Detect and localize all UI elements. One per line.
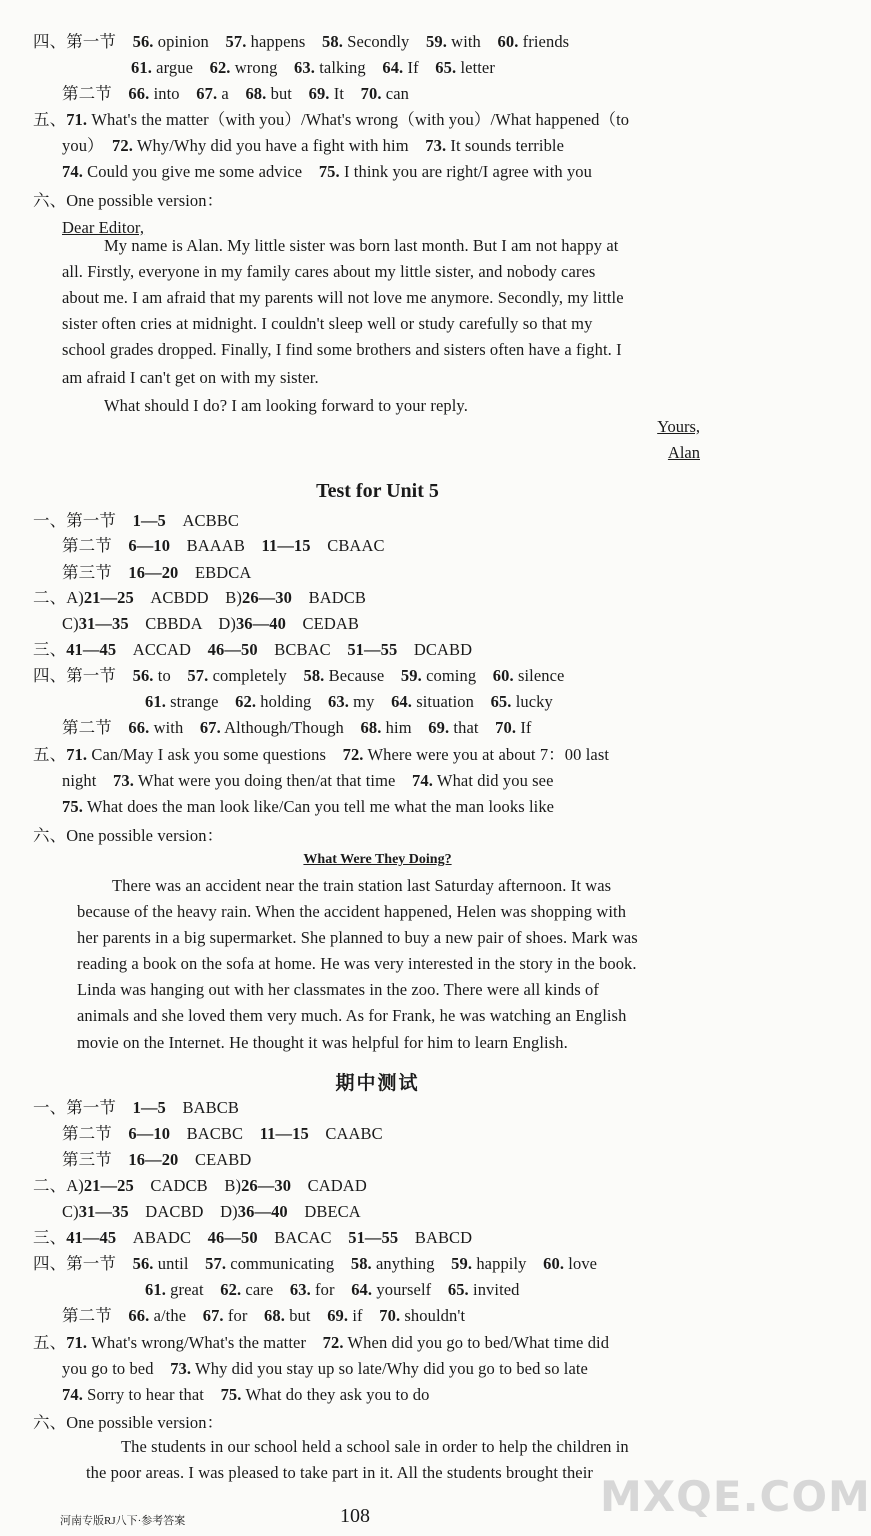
answer-line: 六、One possible version： [33, 826, 224, 845]
answer-line: 第二节 6—10 BAAAB 11—15 CBAAC [62, 536, 385, 555]
essay-line: the poor areas. I was pleased to take part in it. All the students brought their [86, 1463, 593, 1482]
section-title-midterm: 期中测试 [335, 1073, 420, 1094]
essay-line: The students in our school held a school sale in order to help the children in [121, 1437, 629, 1456]
answer-line: night 73. What were you doing then/at that time 74. What did you see [62, 771, 554, 790]
answer-line: 61. great 62. care 63. for 64. yourself 65. invited [145, 1280, 520, 1299]
answer-line: 一、第一节 1—5 ACBBC [33, 511, 239, 530]
answer-line: C)31—35 DACBD D)36—40 DBECA [62, 1202, 361, 1221]
section-title-unit5: Test for Unit 5 [316, 480, 439, 502]
answer-line: 第二节 66. with 67. Although/Though 68. him 69. that 70. If [62, 718, 532, 737]
page-number: 108 [340, 1505, 370, 1527]
answer-line: 第二节 66. into 67. a 68. but 69. It 70. can [62, 84, 410, 103]
letter-line: all. Firstly, everyone in my family cares about my little sister, and nobody cares [62, 262, 596, 281]
watermark-logo: MXQE.COM [600, 1472, 871, 1521]
answer-line: 五、71. What's wrong/What's the matter 72. When did you go to bed/What time did [33, 1333, 610, 1352]
answer-line: 第二节 66. a/the 67. for 68. but 69. if 70. shouldn't [62, 1306, 466, 1325]
answer-line: 五、71. What's the matter（with you）/What's wrong（with you）/What happened（to [33, 110, 630, 129]
answer-line: 四、第一节 56. to 57. completely 58. Because 59. coming 60. silence [33, 666, 565, 685]
answer-line: 第三节 16—20 EBDCA [62, 563, 252, 582]
answer-line: 第三节 16—20 CEABD [62, 1150, 252, 1169]
answer-line: 61. strange 62. holding 63. my 64. situation 65. lucky [145, 692, 553, 711]
letter-line: school grades dropped. Finally, I find some brothers and sisters often have a fight. I [62, 340, 622, 359]
letter-line: am afraid I can't get on with my sister. [62, 368, 319, 387]
story-line: Linda was hanging out with her classmates in the zoo. There were all kinds of [77, 980, 599, 999]
answer-line: you go to bed 73. Why did you stay up so late/Why did you go to bed so late [62, 1359, 588, 1378]
footer-label: 河南专版RJ八下·参考答案 [60, 1515, 186, 1527]
story-line: There was an accident near the train station last Saturday afternoon. It was [112, 876, 612, 895]
answer-line: 六、One possible version： [33, 1413, 224, 1432]
answer-line: 六、One possible version： [33, 191, 224, 210]
letter-closing: Yours, [657, 417, 700, 436]
answer-line: 61. argue 62. wrong 63. talking 64. If 65. letter [131, 58, 495, 77]
answer-line: 74. Sorry to hear that 75. What do they ask you to do [62, 1385, 430, 1404]
answer-line: 74. Could you give me some advice 75. I think you are right/I agree with you [62, 162, 593, 181]
answer-line: 二、A)21—25 CADCB B)26—30 CADAD [33, 1176, 367, 1195]
answer-line: 一、第一节 1—5 BABCB [33, 1098, 239, 1117]
story-title: What Were They Doing? [303, 852, 452, 867]
story-line: because of the heavy rain. When the accident happened, Helen was shopping with [77, 902, 627, 921]
story-line: her parents in a big supermarket. She planned to buy a new pair of shoes. Mark was [77, 928, 638, 947]
letter-salutation: Dear Editor, [62, 218, 145, 237]
answer-line: 三、41—45 ACCAD 46—50 BCBAC 51—55 DCABD [33, 640, 473, 659]
answer-line: 75. What does the man look like/Can you tell me what the man looks like [62, 797, 555, 816]
letter-line: My name is Alan. My little sister was born last month. But I am not happy at [104, 236, 619, 255]
answer-line: C)31—35 CBBDA D)36—40 CEDAB [62, 614, 359, 633]
letter-line: sister often cries at midnight. I couldn't sleep well or study carefully so that my [62, 314, 593, 333]
answer-line: you） 72. Why/Why did you have a fight with him 73. It sounds terrible [62, 136, 565, 155]
letter-line: What should I do? I am looking forward to your reply. [104, 396, 468, 415]
story-line: movie on the Internet. He thought it was helpful for him to learn English. [77, 1033, 568, 1052]
answer-line: 四、第一节 56. until 57. communicating 58. anything 59. happily 60. love [33, 1254, 598, 1273]
answer-line: 第二节 6—10 BACBC 11—15 CAABC [62, 1124, 383, 1143]
answer-line: 四、第一节 56. opinion 57. happens 58. Secondly 59. with 60. friends [33, 32, 570, 51]
story-line: animals and she loved them very much. As for Frank, he was watching an English [77, 1006, 627, 1025]
answer-line: 三、41—45 ABADC 46—50 BACAC 51—55 BABCD [33, 1228, 473, 1247]
letter-line: about me. I am afraid that my parents will not love me anymore. Secondly, my little [62, 288, 624, 307]
letter-signature: Alan [667, 443, 700, 462]
answer-line: 二、A)21—25 ACBDD B)26—30 BADCB [33, 588, 366, 607]
answer-line: 五、71. Can/May I ask you some questions 72. Where were you at about 7：00 last [33, 745, 610, 764]
story-line: reading a book on the sofa at home. He was very interested in the story in the book. [77, 954, 637, 973]
